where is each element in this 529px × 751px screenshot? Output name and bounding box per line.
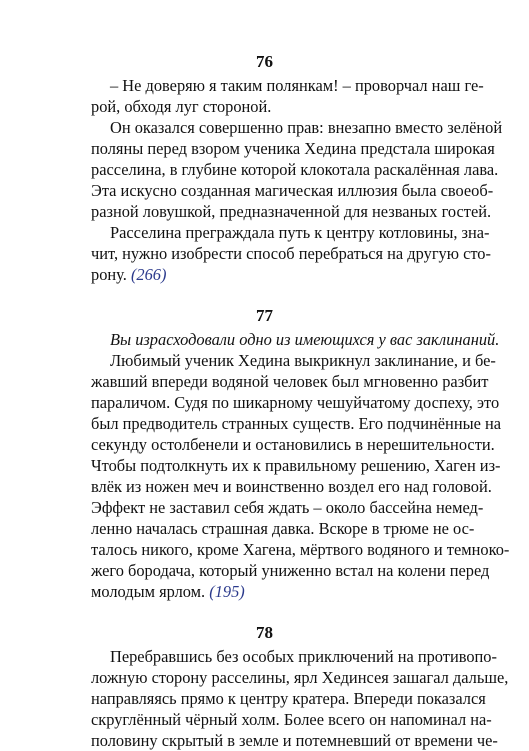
text-line: – Не доверяю я таким полянкам! – проворчал наш ге-: [110, 76, 484, 95]
text-line: Эта искусно созданная магическая иллюзия была своеоб-: [91, 181, 494, 200]
text-line: Расселина преграждала путь к центру котловины, зна-: [110, 223, 490, 242]
italic-note: Вы израсходовали одно из имеющихся у вас заклинаний.: [110, 330, 500, 349]
text-line: рой, обходя луг стороной.: [91, 97, 272, 116]
text-line: параличом. Судя по шикарному чешуйчатому доспеху, это: [91, 393, 500, 412]
text-line: скруглённый чёрный холм. Более всего он напоминал на-: [91, 710, 492, 729]
text-line: Он оказался совершенно прав: внезапно вместо зелёной: [110, 118, 503, 137]
section-number-78: 78: [256, 623, 273, 642]
text-line: жавший впереди водяной человек был мгновенно разбит: [91, 372, 489, 391]
text-line: ложную сторону расселины, ярл Хединсея зашагал дальше,: [91, 668, 509, 687]
text-line: Перебравшись без особых приключений на противопо-: [110, 647, 497, 666]
text-line: чит, нужно изобрести способ перебраться на другую сто-: [91, 244, 491, 263]
text-line: расселина, в глубине которой клокотала раскалённая лава.: [91, 160, 499, 179]
text-line: [91, 264, 456, 285]
text-fragment: молодым ярлом.: [91, 582, 206, 601]
section-reference-link[interactable]: (266): [130, 265, 167, 284]
text-line: половину скрытый в земле и потемневший от времени че-: [91, 731, 498, 750]
text-line: [91, 581, 456, 602]
text-line: Эффект не заставил себя ждать – около бассейна немед-: [91, 498, 484, 517]
section-reference-link[interactable]: (195): [209, 582, 245, 601]
text-line: разной ловушкой, предназначенной для незваных гостей.: [91, 202, 492, 221]
text-line: ленно началась страшная давка. Вскоре в трюме не ос-: [91, 519, 475, 538]
text-line: талось никого, кроме Хагена, мёртвого водяного и темноко-: [91, 540, 510, 559]
section-number-76: 76: [256, 52, 273, 71]
text-line: поляны перед взором ученика Хедина предстала широкая: [91, 139, 495, 158]
text-line: Любимый ученик Хедина выкрикнул заклинание, и бе-: [110, 351, 496, 370]
text-line: направляясь прямо к центру кратера. Впереди показался: [91, 689, 486, 708]
text-fragment: рону.: [91, 265, 127, 284]
text-line: жего бородача, который униженно встал на колени перед: [91, 561, 490, 580]
text-line: секунду остолбенели и остановились в нерешительности.: [91, 435, 495, 454]
text-line: влёк из ножен меч и воинственно воздел его над головой.: [91, 477, 492, 496]
section-number-77: 77: [256, 306, 273, 325]
text-line: Чтобы подтолкнуть их к правильному решению, Хаген из-: [91, 456, 501, 475]
text-line: был предводитель странных существ. Его подчинённые на: [91, 414, 502, 433]
